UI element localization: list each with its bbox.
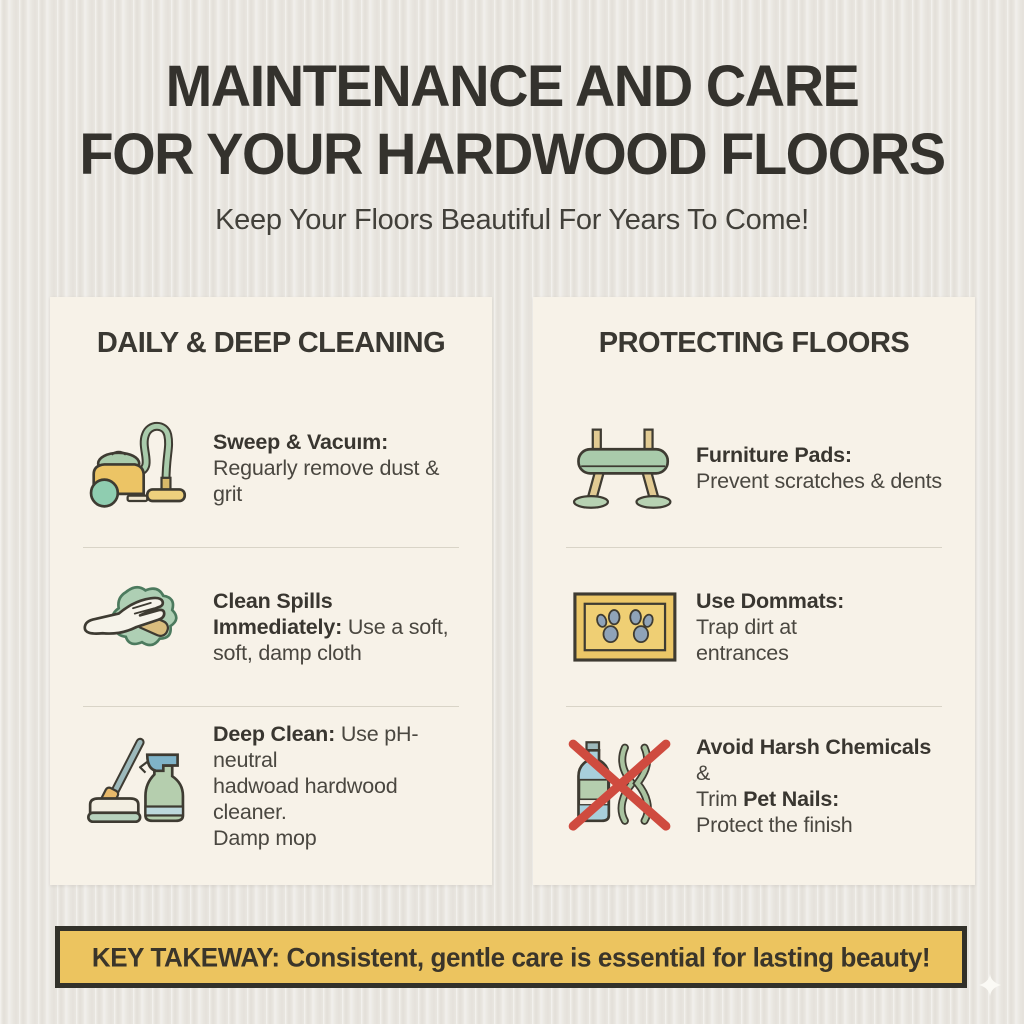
item-text: Deep Clean: Use pH-neutral hadwoad hardwood cleaner. Damp mop bbox=[213, 722, 419, 850]
item-desc: Trap dirt at bbox=[696, 615, 797, 639]
item-desc: Prevent scratches & dents bbox=[696, 469, 942, 493]
banner-text: KEY TAKEWAY: Consistent, gentle care is essential for lasting beauty! bbox=[91, 940, 931, 973]
mop-spray-icon bbox=[83, 734, 199, 838]
card-title: DAILY & DEEP CLEANING bbox=[96, 327, 446, 359]
avoid-chemicals-icon bbox=[566, 734, 682, 838]
card-items bbox=[533, 389, 975, 865]
item-text bbox=[213, 429, 459, 507]
cards-row bbox=[50, 297, 975, 885]
item-text: Use Dommats: Trap dirt at entrances bbox=[696, 589, 845, 665]
card-protecting-floors bbox=[533, 297, 975, 885]
wiping-hand-icon bbox=[83, 575, 199, 679]
item-title: Sweep & Vacuım: bbox=[213, 430, 389, 454]
card-title: PROTECTING FLOORS bbox=[598, 327, 910, 359]
item-title: Use Dommats: bbox=[696, 589, 845, 613]
list-item bbox=[83, 707, 459, 865]
item-desc: Reguarly remove dust & grit bbox=[213, 456, 440, 506]
item-title: Deep Clean: bbox=[213, 722, 336, 746]
page-title-line-1: MAINTENANCE AND CARE bbox=[165, 52, 859, 119]
key-takeaway-banner bbox=[55, 926, 967, 988]
list-item bbox=[83, 389, 459, 547]
header bbox=[0, 52, 1024, 237]
card-daily-deep-cleaning bbox=[50, 297, 492, 885]
page-subtitle: Keep Your Floors Beautiful For Years To Come! bbox=[215, 204, 809, 236]
item-desc: Protect the finish bbox=[696, 813, 853, 837]
list-item bbox=[566, 389, 942, 547]
vacuum-icon bbox=[83, 416, 199, 520]
list-item bbox=[83, 548, 459, 706]
item-text: Clean Spills Immediately: Use a soft, soft, damp cloth bbox=[213, 589, 449, 665]
doormat-icon bbox=[566, 575, 682, 679]
item-title: Avoid Harsh Chemicals bbox=[696, 735, 932, 759]
item-text: Avoid Harsh Chemicals & Trim Pet Nails: Protect the finish bbox=[696, 735, 932, 837]
card-items bbox=[50, 389, 492, 865]
list-item bbox=[566, 707, 942, 865]
page-title-line-2: FOR YOUR HARDWOOD FLOORS bbox=[79, 120, 945, 187]
item-desc: hadwoad hardwood cleaner. bbox=[213, 774, 398, 824]
item-text bbox=[696, 442, 942, 494]
item-desc: soft, damp cloth bbox=[213, 641, 362, 665]
item-title: Clean Spills bbox=[213, 589, 333, 613]
furniture-pads-icon bbox=[566, 416, 682, 520]
sparkle-icon bbox=[979, 974, 1001, 996]
item-title: Furniture Pads: bbox=[696, 443, 852, 467]
list-item bbox=[566, 548, 942, 706]
